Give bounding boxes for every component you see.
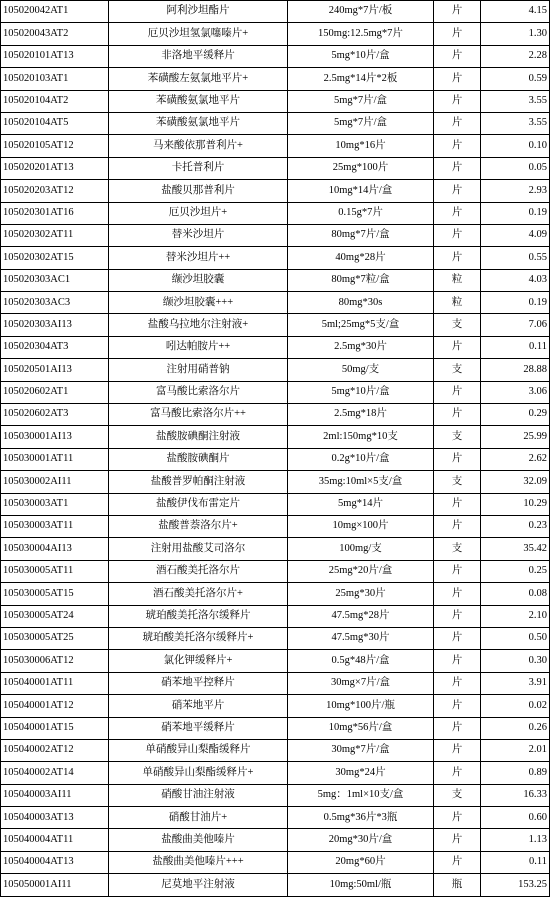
unit-cell: 粒 (434, 269, 481, 291)
drug-code-cell: 105040001AT11 (1, 672, 109, 694)
drug-spec-cell: 10mg*14片/盒 (288, 180, 434, 202)
drug-name-cell: 硝苯地平控释片 (109, 672, 288, 694)
drug-name-cell: 酒石酸美托洛尔片+ (109, 583, 288, 605)
table-row (1, 359, 550, 381)
drug-spec-cell: 10mg*56片/盒 (288, 717, 434, 739)
drug-name-cell: 吲达帕胺片++ (109, 336, 288, 358)
drug-name-cell: 盐酸曲美他嗪片 (109, 829, 288, 851)
drug-spec-cell: 47.5mg*28片 (288, 605, 434, 627)
price-cell: 0.55 (481, 247, 550, 269)
drug-code-cell: 105020203AT12 (1, 180, 109, 202)
drug-code-cell: 105020101AT13 (1, 45, 109, 67)
table-row (1, 851, 550, 873)
table-row (1, 45, 550, 67)
drug-spec-cell: 20mg*30片/盒 (288, 829, 434, 851)
drug-code-cell: 105030003AT11 (1, 515, 109, 537)
unit-cell: 片 (434, 672, 481, 694)
drug-name-cell: 盐酸贝那普利片 (109, 180, 288, 202)
price-cell: 3.91 (481, 672, 550, 694)
price-cell: 3.55 (481, 90, 550, 112)
drug-code-cell: 105030004AI13 (1, 538, 109, 560)
drug-name-cell: 富马酸比索洛尔片 (109, 381, 288, 403)
price-cell: 0.29 (481, 404, 550, 426)
drug-code-cell: 105020501AI13 (1, 359, 109, 381)
drug-name-cell: 马来酸依那普利片+ (109, 135, 288, 157)
unit-cell: 支 (434, 784, 481, 806)
drug-name-cell: 盐酸乌拉地尔注射液+ (109, 314, 288, 336)
drug-spec-cell: 5mg*10片/盒 (288, 45, 434, 67)
drug-spec-cell: 5mg*7片/盒 (288, 112, 434, 134)
drug-spec-cell: 80mg*7片/盒 (288, 224, 434, 246)
unit-cell: 片 (434, 224, 481, 246)
table-row (1, 448, 550, 470)
drug-name-cell: 替米沙坦片++ (109, 247, 288, 269)
table-row (1, 807, 550, 829)
table-row (1, 672, 550, 694)
price-cell: 16.33 (481, 784, 550, 806)
drug-spec-cell: 10mg:50ml/瓶 (288, 874, 434, 896)
table-row (1, 493, 550, 515)
drug-spec-cell: 25mg*20片/盒 (288, 560, 434, 582)
drug-code-cell: 105030005AT24 (1, 605, 109, 627)
table-row (1, 180, 550, 202)
table-row (1, 426, 550, 448)
drug-name-cell: 注射用硝普钠 (109, 359, 288, 381)
drug-spec-cell: 50mg/支 (288, 359, 434, 381)
drug-name-cell: 厄贝沙坦片+ (109, 202, 288, 224)
unit-cell: 瓶 (434, 874, 481, 896)
price-cell: 0.11 (481, 851, 550, 873)
unit-cell: 粒 (434, 292, 481, 314)
price-cell: 4.15 (481, 1, 550, 23)
drug-name-cell: 酒石酸美托洛尔片 (109, 560, 288, 582)
price-cell: 2.28 (481, 45, 550, 67)
drug-code-cell: 105030003AT1 (1, 493, 109, 515)
drug-name-cell: 替米沙坦片 (109, 224, 288, 246)
price-cell: 32.09 (481, 471, 550, 493)
drug-name-cell: 盐酸曲美他嗪片+++ (109, 851, 288, 873)
drug-name-cell: 苯磺酸左氨氯地平片+ (109, 68, 288, 90)
drug-spec-cell: 20mg*60片 (288, 851, 434, 873)
unit-cell: 片 (434, 448, 481, 470)
price-cell: 0.60 (481, 807, 550, 829)
table-row (1, 157, 550, 179)
drug-code-cell: 105020302AT11 (1, 224, 109, 246)
drug-name-cell: 苯磺酸氨氯地平片 (109, 112, 288, 134)
unit-cell: 片 (434, 807, 481, 829)
drug-name-cell: 注射用盐酸艾司洛尔 (109, 538, 288, 560)
drug-name-cell: 缬沙坦胶囊+++ (109, 292, 288, 314)
drug-spec-cell: 5mg*14片 (288, 493, 434, 515)
price-cell: 0.26 (481, 717, 550, 739)
price-cell: 28.88 (481, 359, 550, 381)
price-cell: 2.62 (481, 448, 550, 470)
unit-cell: 片 (434, 851, 481, 873)
price-cell: 25.99 (481, 426, 550, 448)
drug-name-cell: 盐酸胺碘酮片 (109, 448, 288, 470)
drug-spec-cell: 30mg*7片/盒 (288, 739, 434, 761)
drug-spec-cell: 10mg×100片 (288, 515, 434, 537)
table-row (1, 739, 550, 761)
price-cell: 4.09 (481, 224, 550, 246)
drug-code-cell: 105030001AT11 (1, 448, 109, 470)
drug-spec-cell: 100mg/支 (288, 538, 434, 560)
table-row (1, 224, 550, 246)
unit-cell: 片 (434, 560, 481, 582)
table-row (1, 829, 550, 851)
drug-spec-cell: 0.5g*48片/盒 (288, 650, 434, 672)
drug-name-cell: 氯化钾缓释片+ (109, 650, 288, 672)
table-row (1, 874, 550, 896)
price-cell: 7.06 (481, 314, 550, 336)
table-row (1, 560, 550, 582)
drug-code-cell: 105040003AT13 (1, 807, 109, 829)
table-row (1, 717, 550, 739)
drug-code-cell: 105020104AT5 (1, 112, 109, 134)
unit-cell: 片 (434, 135, 481, 157)
table-row (1, 1, 550, 23)
price-cell: 2.01 (481, 739, 550, 761)
drug-spec-cell: 5ml;25mg*5支/盒 (288, 314, 434, 336)
table-row (1, 515, 550, 537)
table-row (1, 314, 550, 336)
price-cell: 153.25 (481, 874, 550, 896)
unit-cell: 片 (434, 493, 481, 515)
drug-spec-cell: 2ml:150mg*10支 (288, 426, 434, 448)
drug-spec-cell: 25mg*30片 (288, 583, 434, 605)
unit-cell: 片 (434, 650, 481, 672)
price-cell: 0.19 (481, 202, 550, 224)
unit-cell: 片 (434, 157, 481, 179)
table-row (1, 784, 550, 806)
price-cell: 3.06 (481, 381, 550, 403)
drug-name-cell: 单硝酸异山梨酯缓释片 (109, 739, 288, 761)
table-row (1, 292, 550, 314)
drug-name-cell: 盐酸胺碘酮注射液 (109, 426, 288, 448)
price-cell: 0.02 (481, 695, 550, 717)
unit-cell: 支 (434, 471, 481, 493)
table-row (1, 269, 550, 291)
drug-code-cell: 105030006AT12 (1, 650, 109, 672)
unit-cell: 片 (434, 336, 481, 358)
drug-code-cell: 105020104AT2 (1, 90, 109, 112)
drug-name-cell: 琥珀酸美托洛尔缓释片+ (109, 627, 288, 649)
price-cell: 0.30 (481, 650, 550, 672)
drug-code-cell: 105040002AT14 (1, 762, 109, 784)
drug-code-cell: 105030005AT11 (1, 560, 109, 582)
drug-code-cell: 105040004AT13 (1, 851, 109, 873)
drug-name-cell: 盐酸普萘洛尔片+ (109, 515, 288, 537)
price-cell: 1.13 (481, 829, 550, 851)
price-cell: 0.89 (481, 762, 550, 784)
drug-spec-cell: 10mg*100片/瓶 (288, 695, 434, 717)
unit-cell: 片 (434, 68, 481, 90)
table-row (1, 605, 550, 627)
drug-code-cell: 105020301AT16 (1, 202, 109, 224)
price-cell: 1.30 (481, 23, 550, 45)
unit-cell: 片 (434, 180, 481, 202)
drug-spec-cell: 10mg*16片 (288, 135, 434, 157)
drug-spec-cell: 0.5mg*36片*3瓶 (288, 807, 434, 829)
table-row (1, 538, 550, 560)
table-row (1, 404, 550, 426)
price-cell: 0.50 (481, 627, 550, 649)
drug-code-cell: 105020602AT1 (1, 381, 109, 403)
drug-spec-cell: 30mg*24片 (288, 762, 434, 784)
price-cell: 0.11 (481, 336, 550, 358)
price-cell: 0.05 (481, 157, 550, 179)
price-cell: 0.10 (481, 135, 550, 157)
drug-name-cell: 富马酸比索洛尔片++ (109, 404, 288, 426)
drug-spec-cell: 2.5mg*14片*2板 (288, 68, 434, 90)
drug-spec-cell: 80mg*30s (288, 292, 434, 314)
drug-spec-cell: 2.5mg*18片 (288, 404, 434, 426)
drug-code-cell: 105020303AC3 (1, 292, 109, 314)
table-row (1, 583, 550, 605)
drug-spec-cell: 30mg×7片/盒 (288, 672, 434, 694)
drug-code-cell: 105030005AT15 (1, 583, 109, 605)
drug-code-cell: 105020043AT2 (1, 23, 109, 45)
unit-cell: 支 (434, 538, 481, 560)
unit-cell: 片 (434, 829, 481, 851)
drug-name-cell: 缬沙坦胶囊 (109, 269, 288, 291)
drug-spec-cell: 5mg*10片/盒 (288, 381, 434, 403)
unit-cell: 片 (434, 717, 481, 739)
drug-code-cell: 105040001AT12 (1, 695, 109, 717)
table-row (1, 627, 550, 649)
drug-spec-cell: 40mg*28片 (288, 247, 434, 269)
drug-spec-cell: 240mg*7片/板 (288, 1, 434, 23)
drug-name-cell: 硝酸甘油片+ (109, 807, 288, 829)
drug-name-cell: 硝苯地平片 (109, 695, 288, 717)
drug-name-cell: 盐酸普罗帕酮注射液 (109, 471, 288, 493)
drug-code-cell: 105030005AT25 (1, 627, 109, 649)
drug-name-cell: 盐酸伊伐布雷定片 (109, 493, 288, 515)
drug-name-cell: 尼莫地平注射液 (109, 874, 288, 896)
unit-cell: 片 (434, 627, 481, 649)
unit-cell: 支 (434, 426, 481, 448)
table-row (1, 247, 550, 269)
table-row (1, 202, 550, 224)
drug-spec-cell: 5mg*7片/盒 (288, 90, 434, 112)
table-row (1, 90, 550, 112)
table-row (1, 23, 550, 45)
unit-cell: 片 (434, 583, 481, 605)
price-cell: 35.42 (481, 538, 550, 560)
drug-code-cell: 105020105AT12 (1, 135, 109, 157)
drug-spec-cell: 0.2g*10片/盒 (288, 448, 434, 470)
drug-code-cell: 105020201AT13 (1, 157, 109, 179)
table-body (1, 1, 550, 897)
drug-code-cell: 105040003AI11 (1, 784, 109, 806)
unit-cell: 片 (434, 45, 481, 67)
price-cell: 0.23 (481, 515, 550, 537)
table-row (1, 471, 550, 493)
price-cell: 10.29 (481, 493, 550, 515)
drug-code-cell: 105050001AI11 (1, 874, 109, 896)
unit-cell: 片 (434, 605, 481, 627)
price-cell: 0.25 (481, 560, 550, 582)
drug-name-cell: 非洛地平缓释片 (109, 45, 288, 67)
price-cell: 0.59 (481, 68, 550, 90)
unit-cell: 支 (434, 314, 481, 336)
unit-cell: 片 (434, 202, 481, 224)
price-cell: 2.93 (481, 180, 550, 202)
drug-spec-cell: 47.5mg*30片 (288, 627, 434, 649)
unit-cell: 片 (434, 404, 481, 426)
drug-name-cell: 卡托普利片 (109, 157, 288, 179)
table-row (1, 112, 550, 134)
drug-code-cell: 105030002AI11 (1, 471, 109, 493)
drug-name-cell: 硝苯地平缓释片 (109, 717, 288, 739)
drug-name-cell: 单硝酸异山梨酯缓释片+ (109, 762, 288, 784)
unit-cell: 片 (434, 1, 481, 23)
drug-code-cell: 105020042AT1 (1, 1, 109, 23)
unit-cell: 片 (434, 762, 481, 784)
unit-cell: 片 (434, 381, 481, 403)
drug-code-cell: 105030001AI13 (1, 426, 109, 448)
drug-spec-cell: 5mg：1ml×10支/盒 (288, 784, 434, 806)
drug-spec-cell: 150mg:12.5mg*7片 (288, 23, 434, 45)
drug-spec-cell: 0.15g*7片 (288, 202, 434, 224)
price-cell: 0.19 (481, 292, 550, 314)
drug-spec-cell: 2.5mg*30片 (288, 336, 434, 358)
drug-code-cell: 105020303AI13 (1, 314, 109, 336)
drug-code-cell: 105020302AT15 (1, 247, 109, 269)
drug-code-cell: 105020103AT1 (1, 68, 109, 90)
unit-cell: 片 (434, 695, 481, 717)
drug-code-cell: 105040001AT15 (1, 717, 109, 739)
table-row (1, 135, 550, 157)
unit-cell: 片 (434, 739, 481, 761)
table-row (1, 68, 550, 90)
price-cell: 4.03 (481, 269, 550, 291)
drug-spec-cell: 35mg:10ml×5支/盒 (288, 471, 434, 493)
table-row (1, 381, 550, 403)
drug-code-cell: 105040004AT11 (1, 829, 109, 851)
drug-name-cell: 苯磺酸氨氯地平片 (109, 90, 288, 112)
table-row (1, 650, 550, 672)
unit-cell: 片 (434, 112, 481, 134)
price-cell: 2.10 (481, 605, 550, 627)
unit-cell: 片 (434, 515, 481, 537)
drug-name-cell: 琥珀酸美托洛尔缓释片 (109, 605, 288, 627)
drug-code-cell: 105040002AT12 (1, 739, 109, 761)
unit-cell: 片 (434, 247, 481, 269)
drug-name-cell: 阿利沙坦酯片 (109, 1, 288, 23)
price-cell: 0.08 (481, 583, 550, 605)
table-row (1, 762, 550, 784)
table-row (1, 336, 550, 358)
unit-cell: 片 (434, 23, 481, 45)
drug-name-cell: 厄贝沙坦氢氯噻嗪片+ (109, 23, 288, 45)
drug-name-cell: 硝酸甘油注射液 (109, 784, 288, 806)
table-row (1, 695, 550, 717)
unit-cell: 支 (434, 359, 481, 381)
drug-code-cell: 105020304AT3 (1, 336, 109, 358)
drug-spec-cell: 80mg*7粒/盒 (288, 269, 434, 291)
price-cell: 3.55 (481, 112, 550, 134)
unit-cell: 片 (434, 90, 481, 112)
drug-code-cell: 105020602AT3 (1, 404, 109, 426)
drug-spec-cell: 25mg*100片 (288, 157, 434, 179)
drug-code-cell: 105020303AC1 (1, 269, 109, 291)
